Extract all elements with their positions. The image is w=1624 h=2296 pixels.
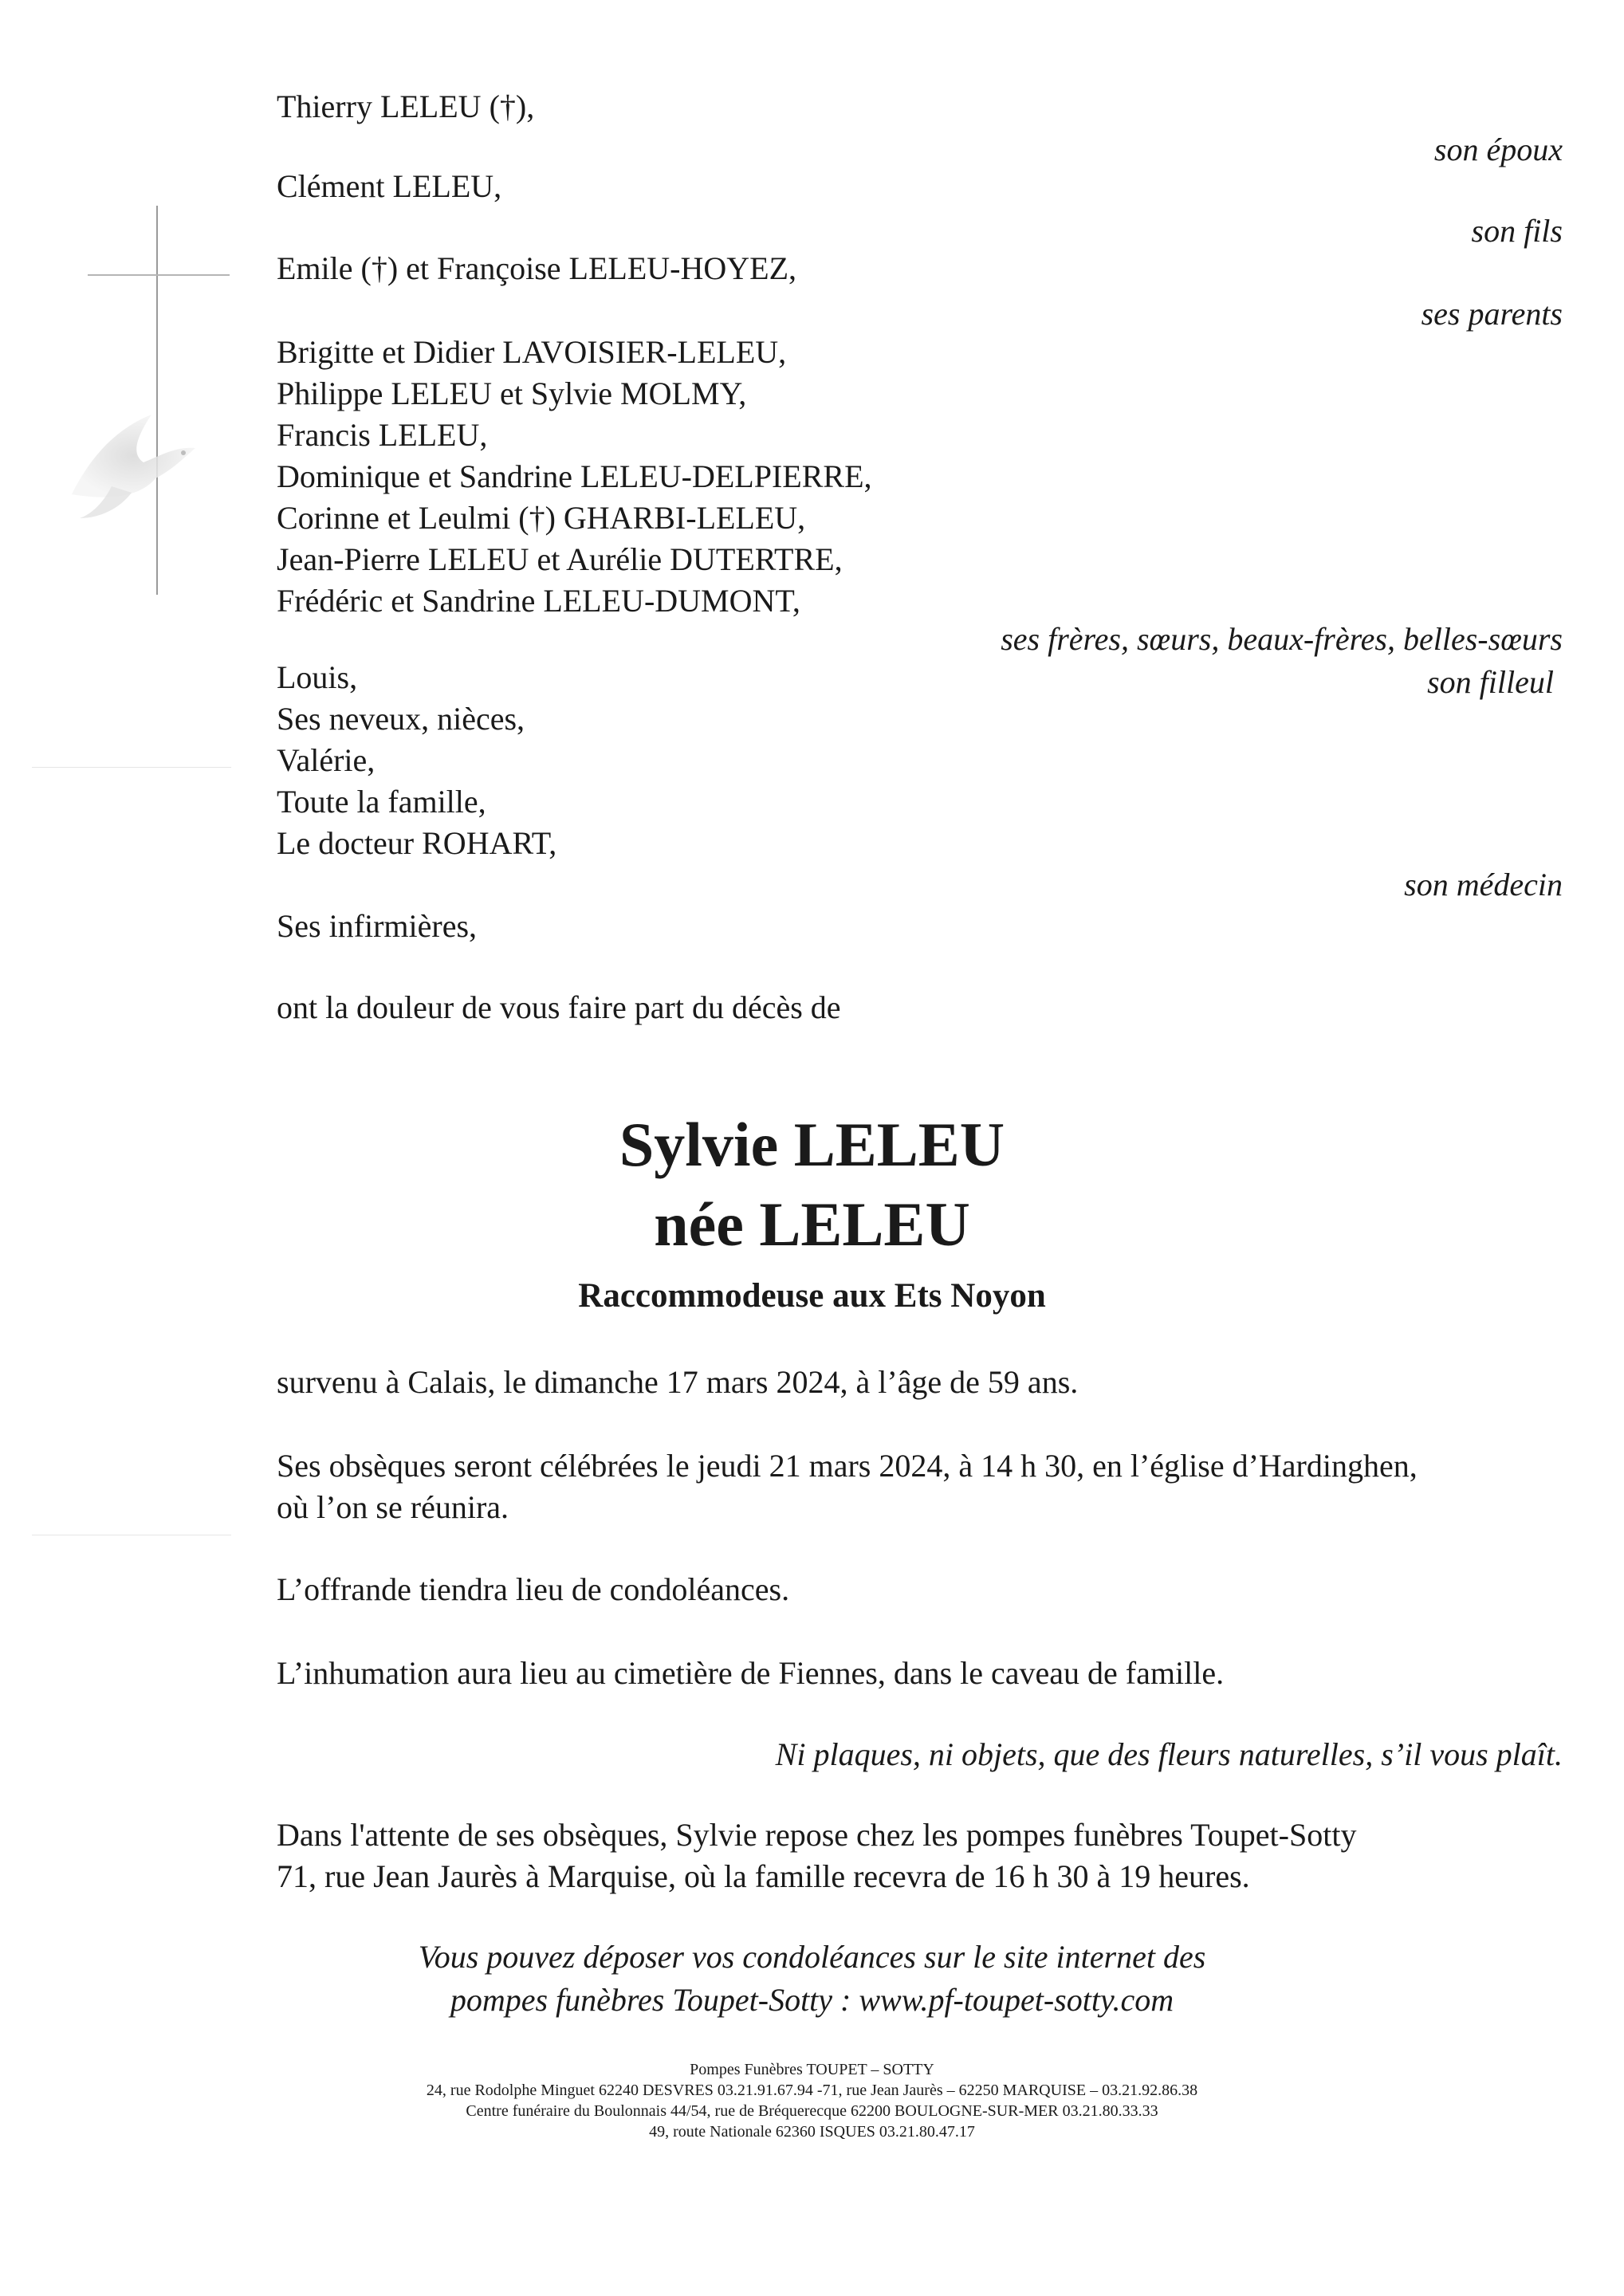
rest-details: 71, rue Jean Jaurès à Marquise, où la famille recevra de 16 h 30 à 19 heures. [277, 1858, 1250, 1894]
deceased-name: Sylvie LELEU [619, 1110, 1005, 1179]
family-line: Philippe LELEU et Sylvie MOLMY, [277, 375, 747, 411]
relation-label: son époux [1433, 132, 1563, 167]
dove-icon [56, 399, 215, 526]
relation-label: son filleul [1427, 664, 1554, 700]
death-details: survenu à Calais, le dimanche 17 mars 2024, à l’âge de 59 ans. [277, 1364, 1079, 1400]
family-line: Corinne et Leulmi (†) GHARBI-LELEU, [277, 500, 806, 536]
funeral-details: Ses obsèques seront célébrées le jeudi 21 mars 2024, à 14 h 30, en l’église d’Hardinghen, [277, 1448, 1418, 1484]
funeral-details: où l’on se réunira. [277, 1489, 509, 1525]
rest-details: Dans l'attente de ses obsèques, Sylvie repose chez les pompes funèbres Toupet-Sotty [277, 1817, 1357, 1853]
announcement: ont la douleur de vous faire part du décès de [277, 989, 841, 1025]
condolences-line: pompes funèbres Toupet-Sotty : www.pf-toupet-sotty.com [450, 1982, 1174, 2018]
family-line: Louis, [277, 659, 358, 695]
family-line: Jean-Pierre LELEU et Aurélie DUTERTRE, [277, 541, 843, 577]
cross-horizontal-bar [88, 274, 230, 276]
relation-label: son fils [1471, 213, 1563, 249]
family-line: Frédéric et Sandrine LELEU-DUMONT, [277, 583, 800, 619]
relation-label: ses parents [1421, 296, 1563, 332]
footer-address: Centre funéraire du Boulonnais 44/54, rue de Bréquerecque 62200 BOULOGNE-SUR-MER 03.21.80.33.33 [466, 2102, 1158, 2120]
deceased-maiden-name: née LELEU [654, 1189, 970, 1259]
footer-address: 49, route Nationale 62360 ISQUES 03.21.80.47.17 [649, 2123, 975, 2141]
family-line: Francis LELEU, [277, 417, 488, 453]
family-line: Toute la famille, [277, 784, 486, 820]
flowers-note: Ni plaques, ni objets, que des fleurs naturelles, s’il vous plaît. [775, 1736, 1563, 1772]
burial-details: L’inhumation aura lieu au cimetière de Fiennes, dans le caveau de famille. [277, 1655, 1225, 1691]
deceased-occupation: Raccommodeuse aux Ets Noyon [578, 1277, 1046, 1315]
relation-label: ses frères, sœurs, beaux-frères, belles-sœurs [1001, 621, 1563, 657]
family-line: Emile (†) et Françoise LELEU-HOYEZ, [277, 250, 797, 286]
family-line: Ses neveux, nièces, [277, 701, 525, 737]
divider [32, 767, 231, 768]
family-line: Thierry LELEU (†), [277, 88, 535, 124]
relation-label: son médecin [1404, 867, 1563, 902]
condolences-line: Vous pouvez déposer vos condoléances sur le site internet des [418, 1939, 1206, 1975]
family-line: Valérie, [277, 742, 376, 778]
footer-company: Pompes Funèbres TOUPET – SOTTY [690, 2061, 934, 2078]
footer-address: 24, rue Rodolphe Minguet 62240 DESVRES 03.21.91.67.94 -71, rue Jean Jaurès – 62250 MARQUISE – 03.21.92.86.38 [426, 2082, 1198, 2099]
family-line: Le docteur ROHART, [277, 825, 557, 861]
family-line: Ses infirmières, [277, 908, 478, 944]
family-line: Brigitte et Didier LAVOISIER-LELEU, [277, 334, 787, 370]
family-line: Clément LELEU, [277, 168, 502, 204]
offering-note: L’offrande tiendra lieu de condoléances. [277, 1571, 790, 1607]
family-line: Dominique et Sandrine LELEU-DELPIERRE, [277, 458, 872, 494]
